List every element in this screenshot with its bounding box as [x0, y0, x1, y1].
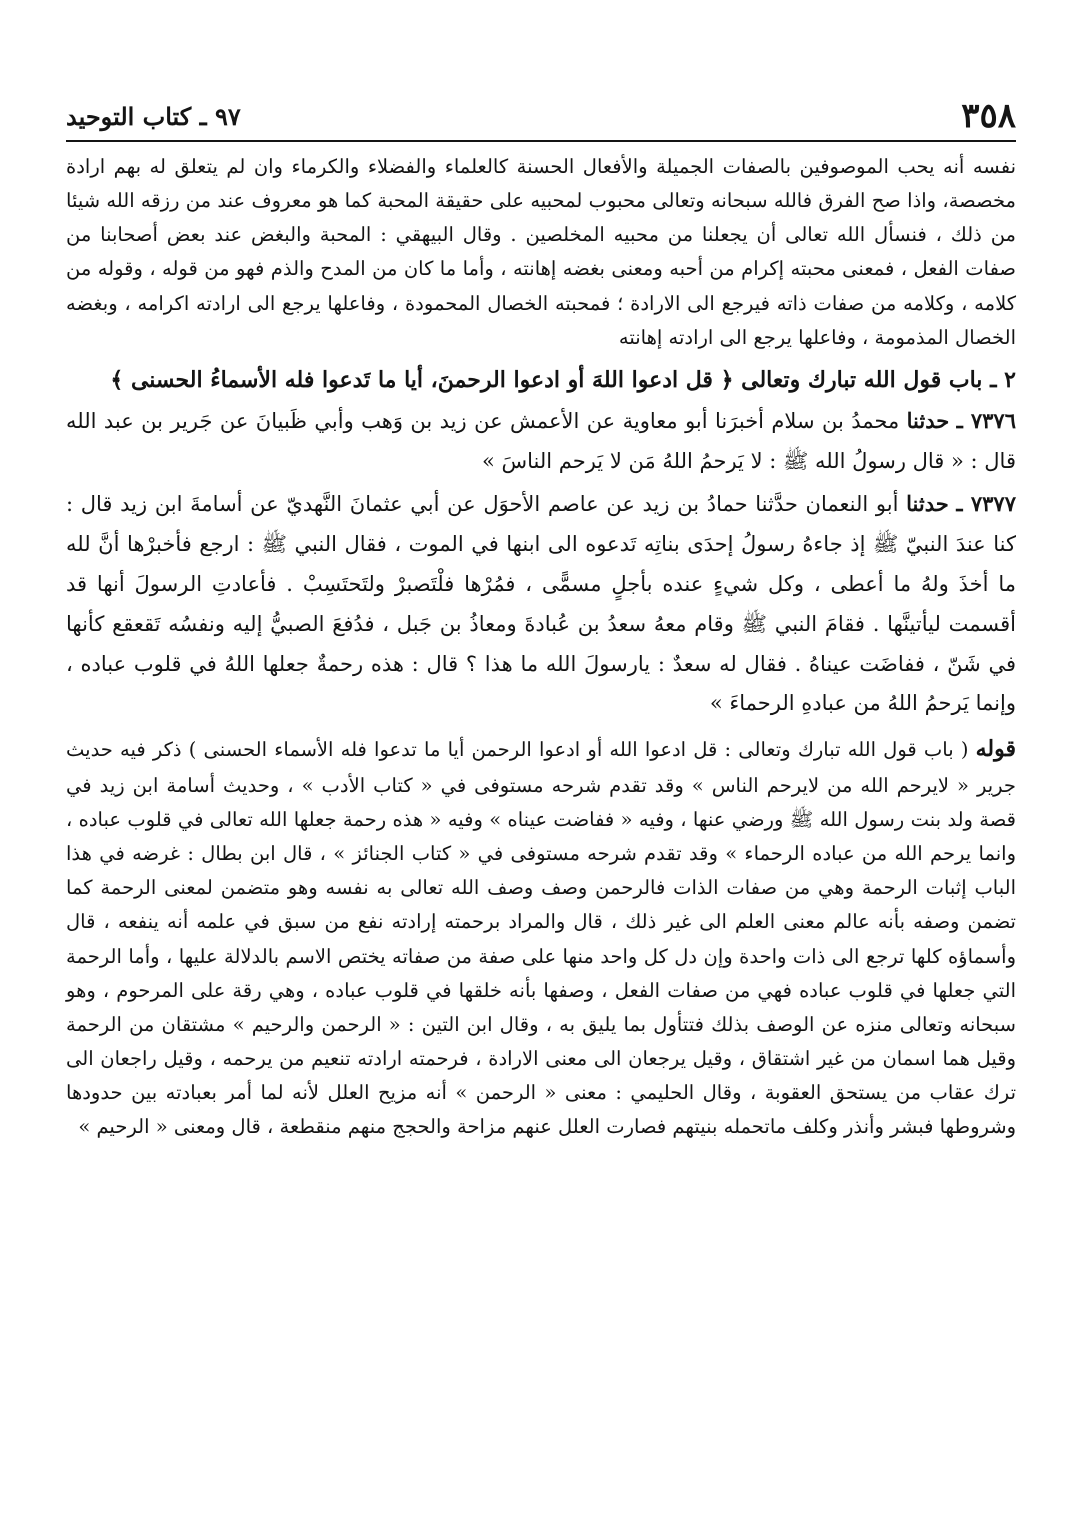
- hadith-opening-word: حدثنا: [906, 491, 949, 517]
- hadith-number: ٧٣٧٦ ـ: [956, 408, 1016, 434]
- commentary-text: ( باب قول الله تبارك وتعالى : قل ادعوا الله أو ادعوا الرحمن أيا ما تدعوا فله الأسماء الحسنى ) ذكر فيه حديث جرير « لايرحم الله من لايرحم الناس » وقد تقدم شرحه مستوفى في « كتاب الأدب » ، وحديث أسامة ابن زيد في قصة ولد بنت رسول الله ﷺ ورضي عنها ، وفيه « ففاضت عيناه » وفيه « هذه رحمة جعلها الله تعالى في قلوب عباده ، وانما يرحم الله من عباده الرحماء » وقد تقدم شرحه مستوفى في « كتاب الجنائز » ، قال ابن بطال : غرضه في هذا الباب إثبات الرحمة وهي من صفات الذات فالرحمن وصف وصف الله تعالى به نفسه وهو متضمن لمعنى الرحمة كما تضمن وصفه بأنه عالم معنى العلم الى غير ذلك ، قال والمراد برحمته إرادته نفع من سبق في علمه أنه ينفعه ، قال وأسماؤه كلها ترجع الى ذات واحدة وإن دل كل واحد منها على صفة من صفاته يختص الاسم بالدلالة عليها ، وأما الرحمة التي جعلها في قلوب عباده فهي من صفات الفعل ، وصفها بأنه خلقها في قلوب عباده ، وهي رقة على المرحوم ، وهو سبحانه وتعالى منزه عن الوصف بذلك فتتأول بما يليق به ، وقال ابن التين : « الرحمن والرحيم » مشتقان من الرحمة وقيل هما اسمان من غير اشتقاق ، وقيل يرجعان الى معنى الارادة ، فرحمته ارادته تنعيم من يرحمه ، وقيل راجعان الى ترك عقاب من يستحق العقوبة ، وقال الحليمي : معنى « الرحمن » أنه مزيح العلل لأنه لما أمر بعبادته بين حدودها وشروطها فبشر وأنذر وكلف ماتحمله بنيتهم فصارت العلل عنهم مزاحة والحجج منهم منقطعة ، قال ومعنى « الرحيم »: [66, 738, 1016, 1139]
- page-header: [66, 92, 1016, 142]
- chapter-heading: ٢ ـ باب قول الله تبارك وتعالى ﴿ قل ادعوا اللهَ أو ادعوا الرحمنَ، أيا ما تَدعوا فله الأسماءُ الحسنى ﴾: [110, 366, 1016, 393]
- commentary-lead-word: قوله: [975, 736, 1017, 763]
- hadith-7376: [66, 401, 1016, 482]
- hadith-opening-word: حدثنا: [906, 408, 950, 434]
- running-title: ٩٧ ـ كتاب التوحيد: [66, 101, 241, 131]
- hadith-text: أبو النعمان حدَّثنا حمادُ بن زيد عن عاصم الأحوَل عن أبي عثمانَ النَّهديّ عن أسامةَ ابن زيد قال : كنا عندَ النبيّ ﷺ إذ جاءهُ رسولُ إحدَى بناتِه تَدعوه الى ابنها في الموت ، فقال النبي ﷺ : ارجع فأخبرْها أنَّ لله ما أخذَ ولهُ ما أعطى ، وكل شيءٍ عنده بأجلٍ مسمًّى ، فمُرْها فلْتَصبرْ ولتَحتَسِبْ . فأعادتِ الرسولَ أنها قد أقسمت ليأتينَّها . فقامَ النبي ﷺ وقام معهُ سعدُ بن عُبادةَ ومعاذُ بن جَبل ، فدُفعَ الصبيُّ إليه ونفسُه تَقعقع كأنها في شَنّ ، ففاضَت عيناهُ . فقال له سعدٌ : يارسولَ الله ما هذا ؟ قال : هذه رحمةٌ جعلها اللهُ في قلوب عباده ، وإنما يَرحمُ اللهُ من عبادهِ الرحماءَ »: [66, 492, 1016, 716]
- commentary-paragraph: [66, 730, 1016, 1144]
- page-number: ٣٥٨: [961, 96, 1016, 136]
- hadith-7377: [66, 484, 1016, 724]
- hadith-number: ٧٣٧٧ ـ: [956, 491, 1016, 517]
- intro-paragraph: نفسه أنه يحب الموصوفين بالصفات الجميلة والأفعال الحسنة كالعلماء والفضلاء والكرماء وان لم يتعلق له بهم ارادة مخصصة، واذا صح الفرق فالله سبحانه وتعالى محبوب لمحبيه على حقيقة المحبة كما هو معروف عند من رزقه الله شيئا من ذلك ، فنسأل الله تعالى أن يجعلنا من محبيه المخلصين . وقال البيهقي : المحبة والبغض عند بعض أصحابنا من صفات الفعل ، فمعنى محبته إكرام من أحبه ومعنى بغضه إهانته ، وأما ما كان من المدح والذم فهو من قوله ، وقوله من كلامه ، وكلامه من صفات ذاته فيرجع الى الارادة ؛ فمحبته الخصال المحمودة ، وفاعلها يرجع الى ارادته اكرامه ، وبغضه الخصال المذمومة ، وفاعلها يرجع الى ارادته إهانته: [66, 155, 1016, 349]
- page-body: [66, 150, 1016, 1144]
- hadith-text: محمدُ بن سلام أخبرَنا أبو معاوية عن الأعمش عن زيد بن وَهب وأبي ظَبيانَ عن جَرير بن عبد الله قال : « قال رسولُ الله ﷺ : لا يَرحمُ اللهُ مَن لا يَرحم الناسَ »: [66, 409, 1016, 474]
